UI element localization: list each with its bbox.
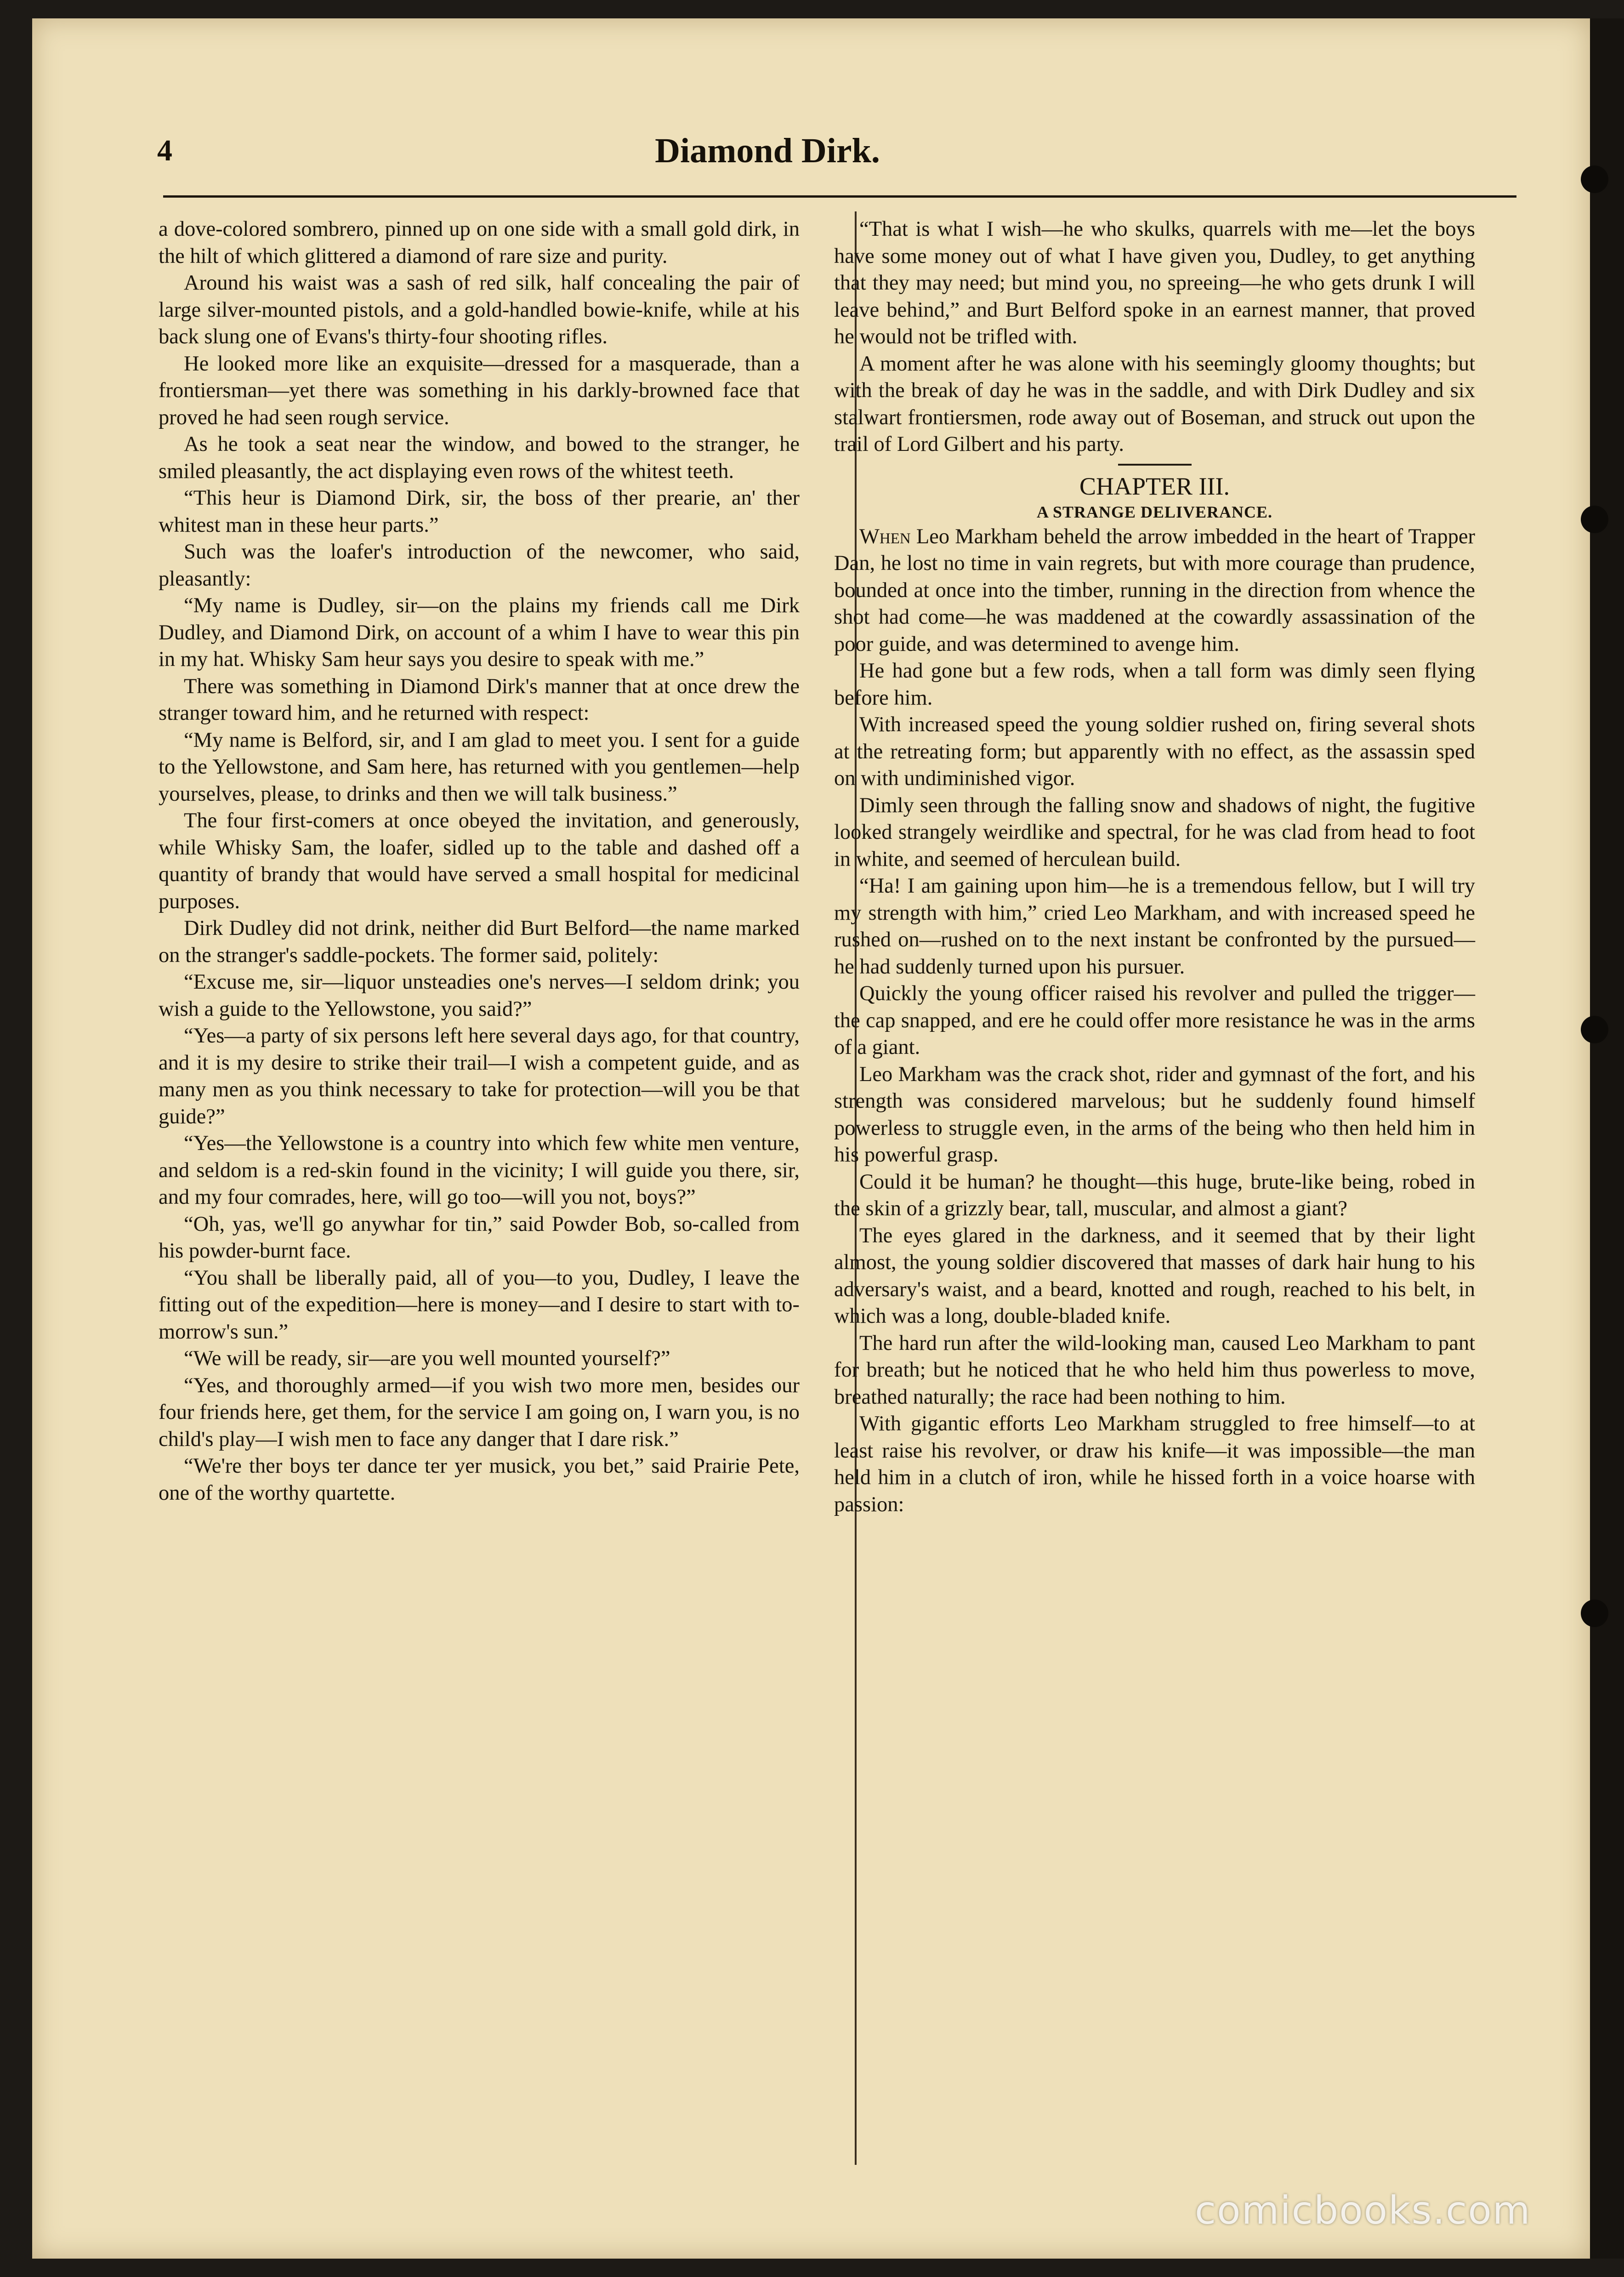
paragraph: The four first-comers at once obeyed the invitation, and generously, while Whisky Sam, the loafer, sidled up to the table and dashed off a quantity of brandy that would have served a small hospital for medicinal purposes. [159, 809, 800, 913]
page-title: Diamond Dirk. [655, 131, 880, 170]
paragraph: The eyes glared in the darkness, and it seemed that by their light almost, the young soldier discovered that masses of dark hair hung to his adversary's waist, and a beard, knotted and rough, reached to his belt, in which was a long, double-bladed knife. [834, 1224, 1475, 1328]
chapter-opening-paragraph [834, 524, 1475, 658]
paragraph: “You shall be liberally paid, all of you—to you, Dudley, I leave the fitting out of the expedition—here is money—and I desire to start with to-morrow's sun.” [159, 1266, 800, 1343]
paragraph: “My name is Belford, sir, and I am glad to meet you. I sent for a guide to the Yellowstone, and Sam here, has returned with you gentlemen—help yourselves, please, to drinks and then we will talk business.” [159, 728, 800, 806]
paragraph: With gigantic efforts Leo Markham struggled to free himself—to at least raise his revolver, or draw his knife—it was impossible—the man held him in a clutch of iron, while he hissed forth in a voice hoarse with passion: [834, 1412, 1475, 1516]
binding-hole [1581, 1016, 1608, 1043]
paragraph: Quickly the young officer raised his revolver and pulled the trigger—the cap snapped, and ere he could offer more resistance he was in the arms of a giant. [834, 982, 1475, 1059]
paragraph: “We will be ready, sir—are you well mounted yourself?” [184, 1347, 670, 1370]
paragraph: There was something in Diamond Dirk's manner that at once drew the stranger toward him, and he returned with respect: [159, 674, 800, 725]
paragraph: “My name is Dudley, sir—on the plains my friends call me Dirk Dudley, and Diamond Dirk, on account of a whim I have to wear this pin in my hat. Whisky Sam heur says you desire to speak with me.” [159, 594, 800, 671]
left-column [159, 216, 800, 1507]
chapter-heading: CHAPTER III. [1079, 472, 1230, 500]
paragraph: Such was the loafer's introduction of the newcomer, who said, pleasantly: [159, 540, 800, 591]
header-rule [163, 195, 1516, 198]
paragraph: “This heur is Diamond Dirk, sir, the boss of ther prearie, an' ther whitest man in these heur parts.” [159, 486, 800, 537]
paragraph: With increased speed the young soldier rushed on, firing several shots at the retreating form; but apparently with no effect, as the assassin sped on with undiminished vigor. [834, 713, 1475, 790]
right-column [834, 216, 1475, 1518]
paragraph: “Yes—the Yellowstone is a country into which few white men venture, and seldom is a red-skin found in the vicinity; I will guide you there, sir, and my four comrades, here, will go too—will you not, boys?” [159, 1132, 800, 1209]
paragraph: A moment after he was alone with his seemingly gloomy thoughts; but with the break of day he was in the saddle, and with Dirk Dudley and six stalwart frontiersmen, rode away out of Boseman, and struck out upon the trail of Lord Gilbert and his party. [834, 352, 1475, 456]
page-number: 4 [157, 134, 172, 167]
paragraph: Dirk Dudley did not drink, neither did Burt Belford—the name marked on the stranger's saddle-pockets. The former said, politely: [159, 916, 800, 967]
paragraph: “Yes, and thoroughly armed—if you wish two more men, besides our four friends here, get them, for the service I am going on, I warn you, is no child's play—I wish men to face any danger that I dare risk.” [159, 1373, 800, 1451]
chapter-rule [1118, 464, 1192, 466]
paragraph: He looked more like an exquisite—dressed for a masquerade, than a frontiersman—yet there was something in his darkly-browned face that proved he had seen rough service. [159, 352, 800, 429]
paragraph: Dimly seen through the falling snow and shadows of night, the fugitive looked strangely weirdlike and spectral, for he was clad from head to foot in white, and seemed of herculean build. [834, 793, 1475, 871]
binding-hole [1581, 1600, 1608, 1627]
paragraph: Around his waist was a sash of red silk, half concealing the pair of large silver-mounted pistols, and a gold-handled bowie-knife, while at his back slung one of Evans's thirty-four shooting rifles. [159, 271, 800, 348]
paragraph: He had gone but a few rods, when a tall form was dimly seen flying before him. [834, 659, 1475, 710]
chapter-subtitle: A STRANGE DELIVERANCE. [1036, 502, 1273, 521]
paragraph: a dove-colored sombrero, pinned up on one side with a small gold dirk, in the hilt of which glittered a diamond of rare size and purity. [159, 217, 800, 268]
paragraph: “Yes—a party of six persons left here several days ago, for that country, and it is my desire to strike their trail—I wish a competent guide, and as many men as you think necessary to take for protection—will you be that guide?” [159, 1024, 800, 1128]
watermark: comicbooks.com [1195, 2188, 1531, 2233]
page-binding-edge [1590, 18, 1624, 2259]
paragraph: “That is what I wish—he who skulks, quarrels with me—let the boys have some money out of what I have given you, Dudley, to get anything that they may need; but mind you, no spreeing—he who gets drunk I will leave behind,” and Burt Belford spoke in an earnest manner, that proved he would not be trifled with. [834, 217, 1475, 348]
page-header [32, 18, 1590, 202]
paragraph: “We're ther boys ter dance ter yer musick, you bet,” said Prairie Pete, one of the worthy quartette. [159, 1454, 800, 1505]
chapter-lead-word: When [859, 524, 911, 548]
paragraph: Could it be human? he thought—this huge, brute-like being, robed in the skin of a grizzly bear, tall, muscular, and almost a giant? [834, 1170, 1475, 1220]
paragraph: Leo Markham was the crack shot, rider and gymnast of the fort, and his strength was considered marvelous; but he suddenly found himself powerless to struggle even, in the arms of the being who then held him in his powerful grasp. [834, 1062, 1475, 1167]
paragraph: “Ha! I am gaining upon him—he is a tremendous fellow, but I will try my strength with him,” cried Leo Markham, and with increased speed he rushed on—rushed on to the next instant be confronted by the pursued—he had suddenly turned upon his pursuer. [834, 874, 1475, 979]
magazine-page [32, 18, 1590, 2259]
paragraph: The hard run after the wild-looking man, caused Leo Markham to pant for breath; but he noticed that he who held him thus powerless to move, breathed naturally; the race had been nothing to him. [834, 1331, 1475, 1409]
binding-hole [1581, 506, 1608, 533]
paragraph: “Excuse me, sir—liquor unsteadies one's nerves—I seldom drink; you wish a guide to the Yellowstone, you said?” [159, 970, 800, 1021]
binding-hole [1581, 165, 1608, 193]
paragraph: As he took a seat near the window, and bowed to the stranger, he smiled pleasantly, the act displaying even rows of the whitest teeth. [159, 433, 800, 483]
chapter-lead-text: Leo Markham beheld the arrow imbedded in the heart of Trapper Dan, he lost no time in vain regrets, but with more courage than prudence, bounded at once into the timber, running in the direction from whence the shot had come—he was maddened at the cowardly assassination of the poor guide, and was determined to avenge him. [834, 524, 1475, 656]
paragraph: “Oh, yas, we'll go anywhar for tin,” said Powder Bob, so-called from his powder-burnt face. [159, 1212, 800, 1263]
